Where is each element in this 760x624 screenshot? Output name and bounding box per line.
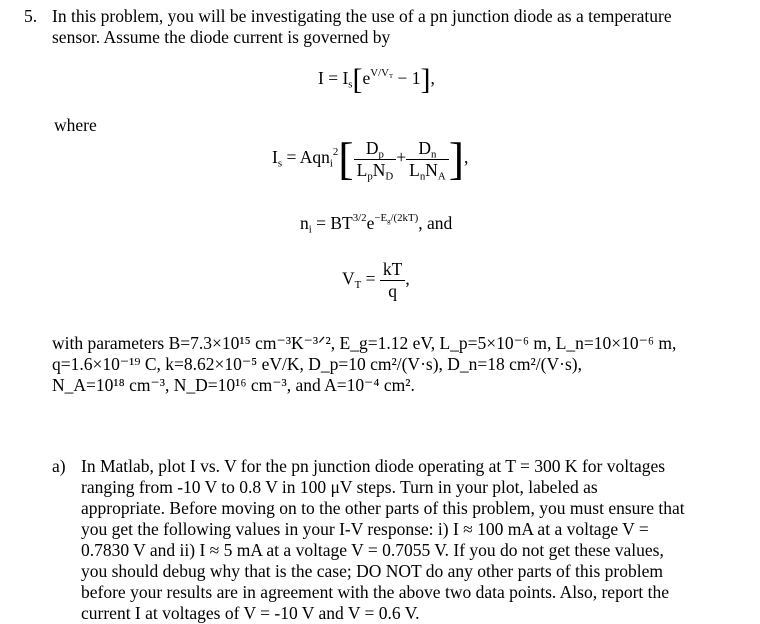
problem-intro [52, 6, 742, 48]
fraction-kt-q: $\frac{kT}{q}$ [380, 259, 405, 302]
params-line-1: with parameters B=7.3×10¹⁵ cm⁻³K⁻³ᐟ², E_g=1.12 eV, L_p=5×10⁻⁶ m, L_n=10×10⁻⁶ m, [52, 333, 677, 353]
parameters-block [52, 333, 752, 396]
equation-intrinsic-concentration: $n_i = BT^{3/2}e^{-E_g/(2kT)}$, and [300, 211, 453, 236]
part-a-line-1: In Matlab, plot I vs. V for the pn junction diode operating at T = 300 K for voltages [81, 456, 666, 476]
intro-line-2: sensor. Assume the diode current is governed by [52, 27, 391, 47]
equation-thermal-voltage: $V_T$ = $\frac{kT}{q}$ , [342, 259, 410, 301]
intro-line-1: In this problem, you will be investigating the use of a pn junction diode as a temperature [52, 6, 672, 26]
part-a-line-5: 0.7830 V and ii) I ≈ 5 mA at a voltage V = 0.7055 V. If you do not get these values, [81, 540, 664, 560]
fraction-dn: $\frac{D_n}{L_nN_A}$ [406, 138, 449, 181]
equation-diode-current: $I = I_s[e^{V/V_T} - 1]$, [318, 63, 435, 96]
part-a-line-4: you get the following values in your I-V response: i) I ≈ 100 mA at a voltage V = [81, 519, 649, 539]
part-a-line-7: before your results are in agreement with the above two data points. Also, report the [81, 582, 670, 602]
part-a-label: a) [52, 456, 66, 476]
part-a-body [81, 456, 741, 624]
params-line-3: N_A=10¹⁸ cm⁻³, N_D=10¹⁶ cm⁻³, and A=10⁻⁴ cm². [52, 375, 415, 395]
params-line-2: q=1.6×10⁻¹⁹ C, k=8.62×10⁻⁵ eV/K, D_p=10 cm²/(V·s), D_n=18 cm²/(V·s), [52, 354, 582, 374]
part-a-line-8: current I at voltages of V = -10 V and V = 0.6 V. [81, 603, 420, 623]
equation-saturation-current: $I_s = Aqn_i^2$[ $\frac{D_p}{L_pN_D}$ + $\frac{D_n}{L_nN_A}$ ], [272, 133, 469, 184]
problem-number: 5. [24, 6, 38, 26]
part-a-line-3: appropriate. Before moving on to the other parts of this problem, you must ensure that [81, 498, 685, 518]
part-a-line-2: ranging from -10 V to 0.8 V in 100 μV steps. Turn in your plot, labeled as [81, 477, 598, 497]
fraction-dp: $\frac{D_p}{L_pN_D}$ [354, 138, 397, 181]
part-a-line-6: you should debug why that is the case; DO NOT do any other parts of this problem [81, 561, 663, 581]
where-label: where [54, 115, 97, 135]
